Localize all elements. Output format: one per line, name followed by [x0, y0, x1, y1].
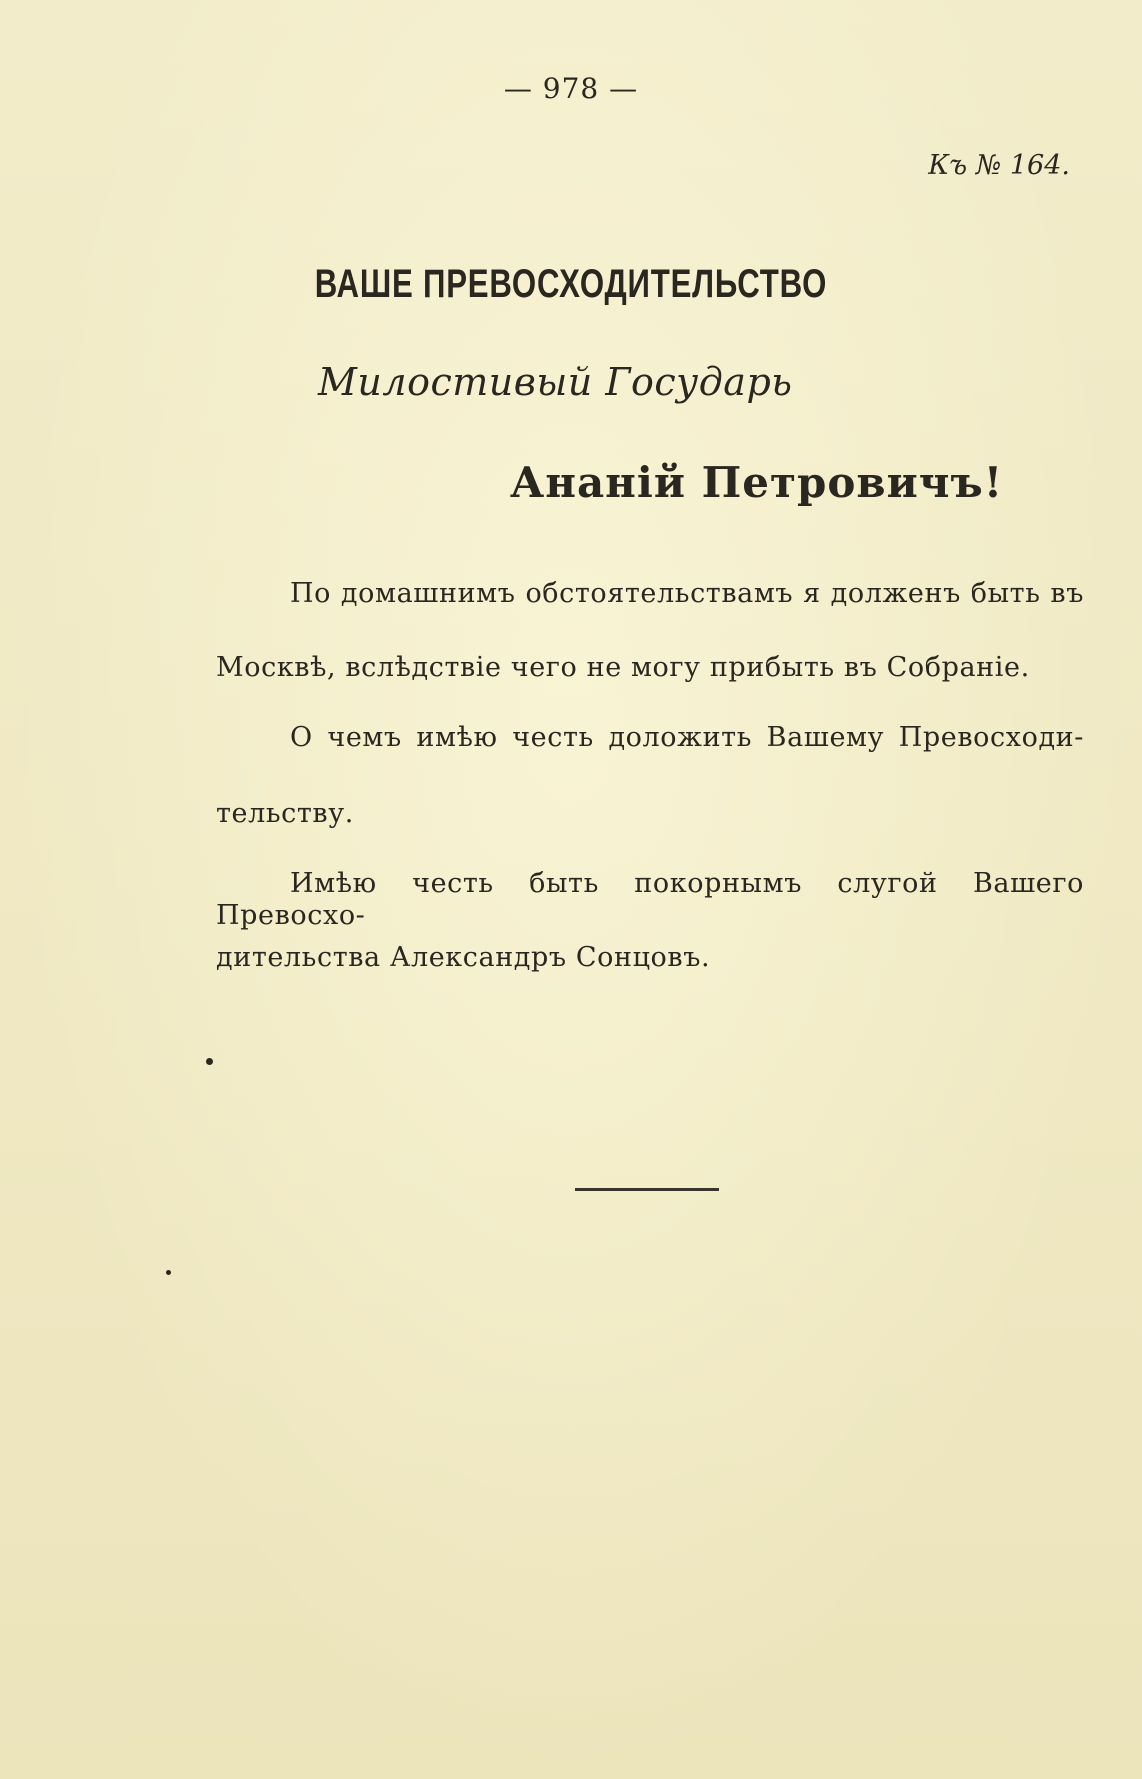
ink-speck	[166, 1270, 171, 1275]
paragraph-1-continuation: Москвѣ, вслѣдствіе чего не могу прибыть въ Собраніе.	[216, 652, 1030, 683]
salutation: Милостивый Государь	[318, 360, 793, 404]
paragraph-2-first-line: О чемъ имѣю честь доложить Вашему Превосходи-	[290, 722, 1084, 753]
ink-speck	[206, 1058, 213, 1065]
reference-number: Къ № 164.	[928, 150, 1070, 181]
address-title: ВАШЕ ПРЕВОСХОДИТЕЛЬСТВО	[314, 262, 828, 306]
addressee-name: Ананій Петровичъ!	[510, 458, 1004, 507]
paragraph-3-continuation: дительства Александръ Сонцовъ.	[216, 942, 711, 973]
paragraph-2-continuation: тельству.	[216, 798, 354, 829]
closing-rule	[575, 1188, 719, 1191]
page-number: — 978 —	[503, 72, 639, 105]
paragraph-3-first-line: Имѣю честь быть покорнымъ слугой Вашего Превосхо-	[216, 868, 1084, 932]
paragraph-1-first-line: По домашнимъ обстоятельствамъ я долженъ быть въ	[290, 578, 1084, 609]
